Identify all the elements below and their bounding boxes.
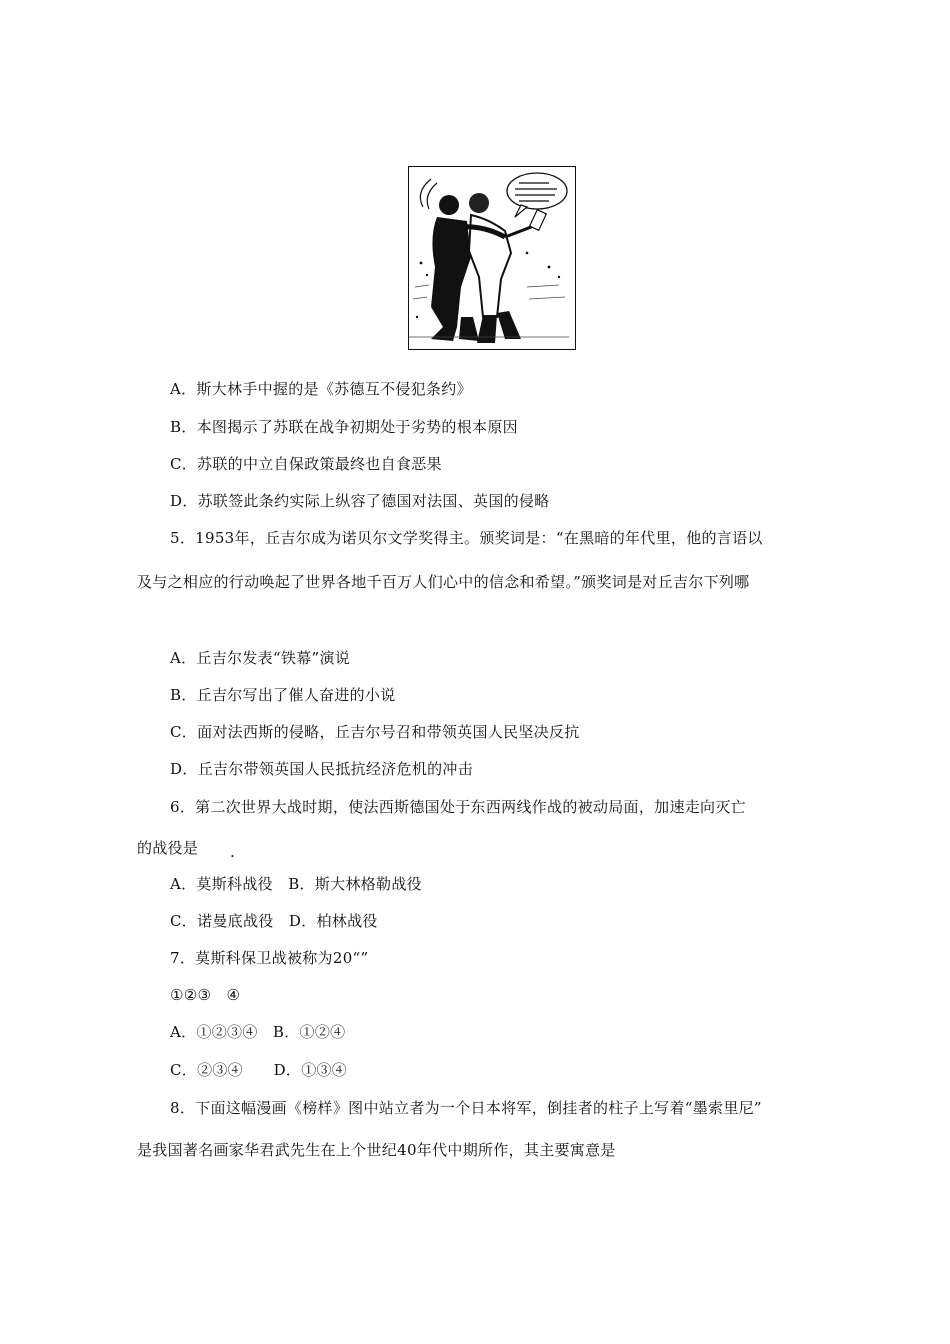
q5-option-a: A．丘吉尔发表“铁幕”演说 — [170, 649, 351, 667]
q7-stem — [170, 948, 368, 968]
q8-stem-line2: 是我国著名画家华君武先生在上个世纪40年代中期所作，其主要寓意是 — [137, 1141, 616, 1159]
q7-stem-text: 7．莫斯科保卫战被称为20“ — [170, 949, 361, 967]
q5-option-d: D．丘吉尔带领英国人民抵抗经济危机的冲击 — [170, 760, 474, 778]
cartoon-illustration — [408, 166, 576, 350]
q5-stem-line2: 及与之相应的行动唤起了世界各地千百万人们心中的信念和希望。”颁奖词是对丘吉尔下列哪 — [137, 573, 750, 591]
q7-options-row2: C．②③④ D．①③④ — [170, 1061, 348, 1079]
q7-options-row1: A．①②③④ B．①②④ — [170, 1023, 346, 1041]
q6-options-row1: A．莫斯科战役 B．斯大林格勒战役 — [170, 875, 422, 893]
q6-stem-line1: 6．第二次世界大战时期，使法西斯德国处于东西两线作战的被动局面，加速走向灭亡 — [170, 798, 746, 816]
q4-option-c: C．苏联的中立自保政策最终也自食恶果 — [170, 455, 442, 473]
q4-option-b: B．本图揭示了苏联在战争初期处于劣势的根本原因 — [170, 418, 518, 436]
q8-stem-line1: 8．下面这幅漫画《榜样》图中站立者为一个日本将军，倒挂者的柱子上写着“墨索里尼” — [170, 1099, 762, 1117]
q6-stem-mark: . — [230, 843, 236, 861]
q6-stem-line2: 的战役是 — [137, 839, 199, 857]
q5-option-b: B．丘吉尔写出了催人奋进的小说 — [170, 686, 396, 704]
q4-option-a: A．斯大林手中握的是《苏德互不侵犯条约》 — [170, 380, 472, 398]
q7-items: ①②③ ④ — [170, 986, 241, 1004]
q6-options-row2: C．诺曼底战役 D．柏林战役 — [170, 912, 378, 930]
q4-option-d: D．苏联签此条约实际上纵容了德国对法国、英国的侵略 — [170, 492, 550, 510]
cartoon-drawing — [409, 167, 574, 348]
q5-stem-line1: 5．1953年，丘吉尔成为诺贝尔文学奖得主。颁奖词是：“在黑暗的年代里，他的言语以 — [170, 529, 763, 547]
q7-stem-end: ” — [360, 949, 369, 967]
q5-option-c: C．面对法西斯的侵略，丘吉尔号召和带领英国人民坚决反抗 — [170, 723, 580, 741]
